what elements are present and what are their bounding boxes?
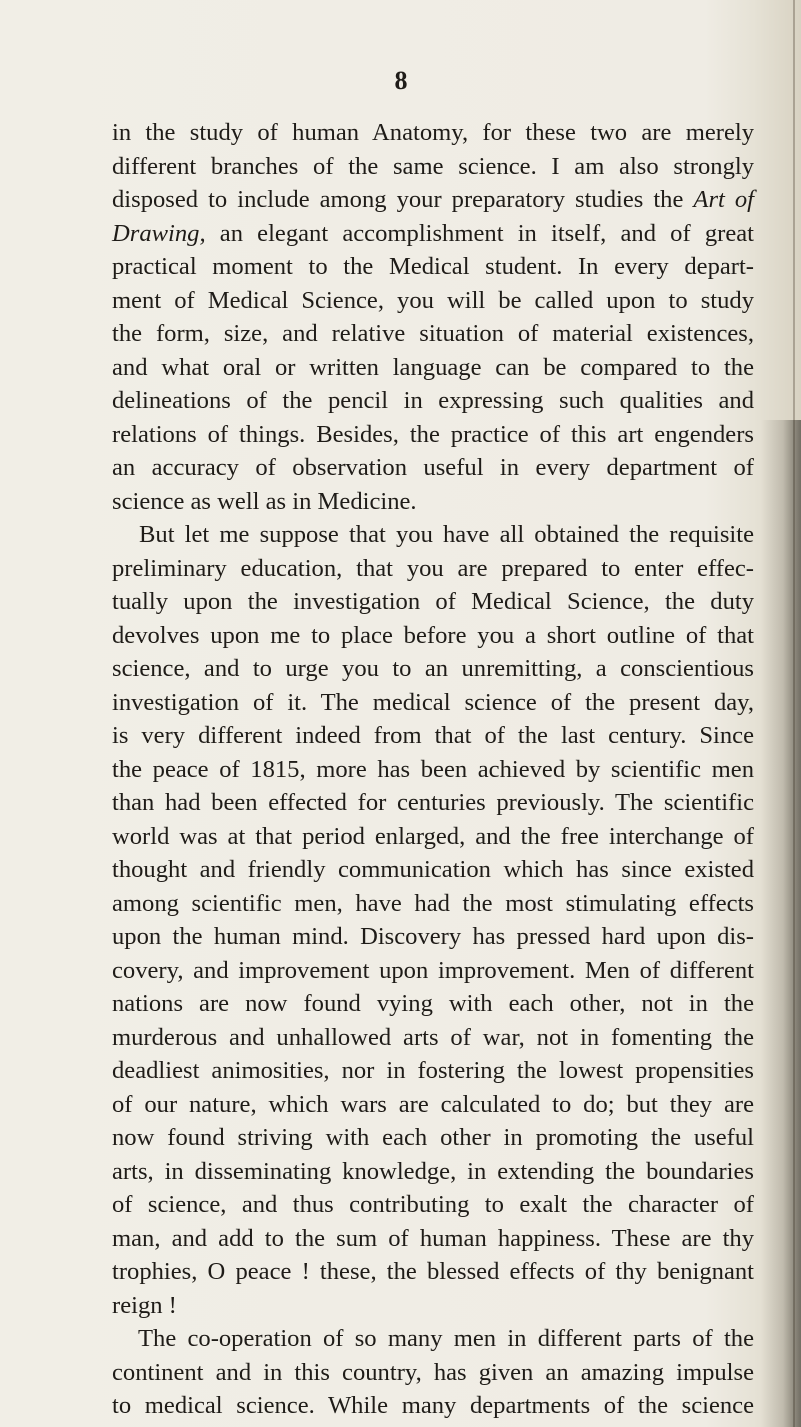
text-segment: disposed to include among your preparatory studies the xyxy=(112,186,684,213)
text-line: devolves upon me to place before you a short outline of that xyxy=(112,621,754,649)
text-line: thought and friendly communication which has since existed xyxy=(112,856,754,883)
text-line: is very different indeed from that of the last century. Since xyxy=(112,722,754,749)
text-line: an accuracy of observation useful in every department of xyxy=(112,454,754,481)
text-line: the form, size, and relative situation of material existences, xyxy=(112,320,754,347)
text-line: nations are now found vying with each other, not in the xyxy=(112,990,754,1017)
text-line: tually upon the investigation of Medical Science, the duty xyxy=(112,588,754,615)
text-line: among scientific men, have had the most stimulating effects xyxy=(112,889,754,917)
text-line: the peace of 1815, more has been achieved by scientific men xyxy=(112,755,754,783)
italic-phrase: Art of xyxy=(693,186,754,213)
text-line: The co-operation of so many men in different parts of the xyxy=(138,1325,754,1352)
text-line: in the study of human Anatomy, for these two are merely xyxy=(112,119,754,146)
italic-phrase: Drawing, xyxy=(112,219,206,247)
text-line: covery, and improvement upon improvement. Men of different xyxy=(112,956,754,984)
text-segment: an elegant accomplishment in itself, and of great xyxy=(219,219,754,247)
page-edge-shadow xyxy=(761,420,801,1427)
text-line: man, and add to the sum of human happiness. These are thy xyxy=(112,1224,754,1252)
text-line: science, and to urge you to an unremitting, a conscientious xyxy=(112,655,754,682)
body-text xyxy=(112,116,754,1423)
text-line: arts, in disseminating knowledge, in extending the boundaries xyxy=(112,1157,754,1185)
text-line: trophies, O peace ! these, the blessed effects of thy benignant xyxy=(112,1258,754,1285)
text-line: different branches of the same science. I am also strongly xyxy=(112,152,754,180)
text-line: delineations of the pencil in expressing such qualities and xyxy=(112,387,754,414)
text-line: world was at that period enlarged, and the free interchange of xyxy=(112,822,754,850)
page-number: 8 xyxy=(394,66,408,95)
text-line: ment of Medical Science, you will be called upon to study xyxy=(112,286,754,314)
text-line xyxy=(112,183,754,217)
text-line: practical moment to the Medical student. In every depart- xyxy=(112,253,754,280)
text-line: continent and in this country, has given an amazing impulse xyxy=(112,1358,754,1386)
text-line: now found striving with each other in promoting the useful xyxy=(112,1124,754,1151)
text-line: of science, and thus contributing to exalt the character of xyxy=(112,1191,754,1218)
text-line: relations of things. Besides, the practice of this art engenders xyxy=(112,420,754,448)
text-line: science as well as in Medicine. xyxy=(112,487,417,515)
text-line: preliminary education, that you are prepared to enter effec- xyxy=(112,554,754,582)
text-line: to medical science. While many departments of the science xyxy=(112,1392,754,1419)
text-line: murderous and unhallowed arts of war, not in fomenting the xyxy=(112,1023,754,1051)
text-line: But let me suppose that you have all obtained the requisite xyxy=(139,521,754,548)
text-line: reign ! xyxy=(112,1291,177,1319)
text-line: deadliest animosities, nor in fostering the lowest propensities xyxy=(112,1057,754,1084)
text-line: than had been effected for centuries previously. The scientific xyxy=(112,789,754,816)
text-line: investigation of it. The medical science of the present day, xyxy=(112,688,754,716)
text-line xyxy=(112,217,754,251)
text-line: upon the human mind. Discovery has pressed hard upon dis- xyxy=(112,923,754,950)
text-line: and what oral or written language can be compared to the xyxy=(112,353,754,381)
text-line: of our nature, which wars are calculated to do; but they are xyxy=(112,1090,754,1118)
